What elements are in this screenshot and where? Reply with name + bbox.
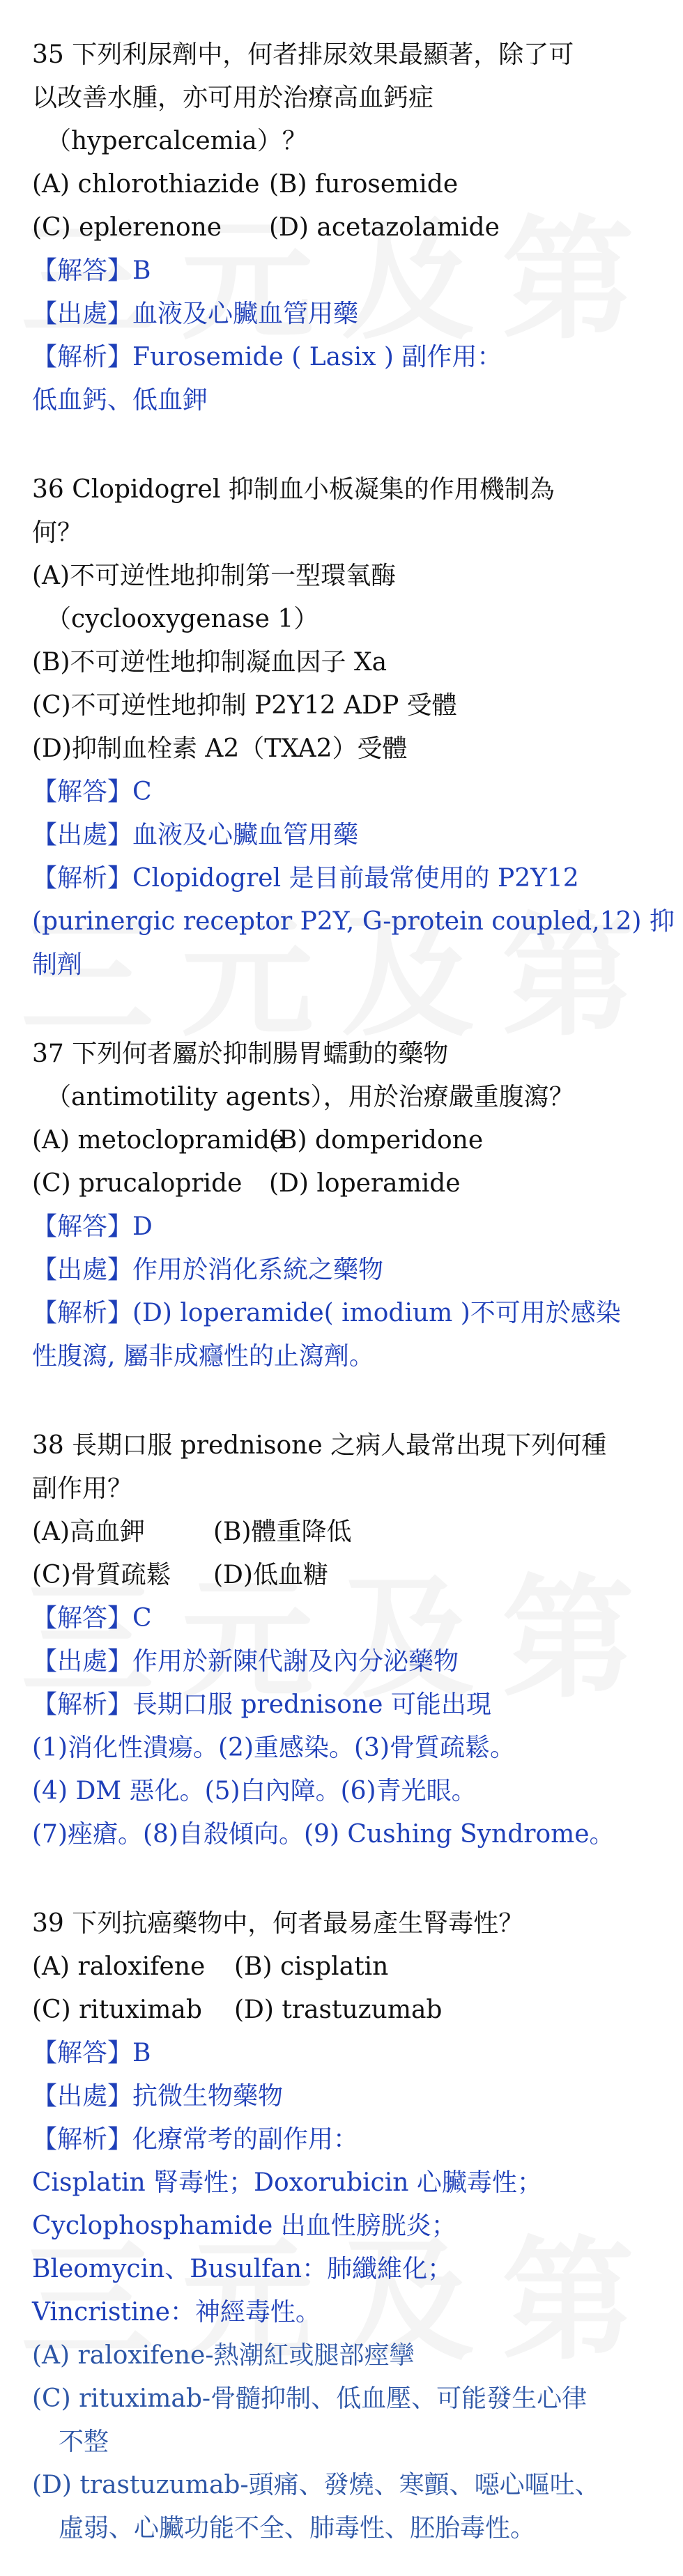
answer-tag: 【解答】	[32, 778, 133, 806]
source-tag: 【出處】	[32, 2082, 133, 2111]
analysis-text: 化療常考的副作用：	[132, 2125, 359, 2154]
answer-value: B	[132, 2039, 151, 2067]
question-stem: 36 Clopidogrel 抑制血小板凝集的作用機制為	[32, 475, 555, 504]
answer-tag: 【解答】	[32, 256, 133, 285]
source-value: 血液及心臟血管用藥	[132, 821, 359, 849]
question-39	[32, 1902, 655, 2550]
question-37	[32, 1033, 655, 1378]
analysis-line: Vincristine：神經毒性。	[32, 2298, 321, 2327]
answer-line	[32, 249, 655, 293]
source-line	[32, 2075, 655, 2118]
option-line: （cyclooxygenase 1）	[46, 605, 319, 633]
option-a: (A)高血鉀	[32, 1518, 146, 1546]
question-36	[32, 468, 675, 987]
question-stem: （hypercalcemia）？	[46, 127, 307, 155]
answer-value: C	[132, 778, 152, 806]
option-b: (B)體重降低	[213, 1518, 352, 1546]
question-stem: 以改善水腫，亦可用於治療高血鈣症	[32, 84, 434, 112]
note-line: 不整	[59, 2428, 109, 2456]
answer-line	[32, 2032, 655, 2075]
note-line: (A) raloxifene-熱潮紅或腿部痙攣	[32, 2341, 415, 2370]
source-value: 血液及心臟血管用藥	[132, 300, 359, 328]
source-line	[32, 1640, 655, 1683]
analysis-tag: 【解析】	[32, 1299, 133, 1327]
analysis-line	[32, 1683, 655, 1727]
note-line: (C) rituximab-骨髓抑制、低血壓、可能發生心律	[32, 2384, 588, 2413]
analysis-line: (1)消化性潰瘍。(2)重感染。(3)骨質疏鬆。	[32, 1734, 515, 1762]
answer-value: B	[132, 256, 151, 285]
answer-tag: 【解答】	[32, 1604, 133, 1633]
question-stem: （antimotility agents），用於治療嚴重腹瀉？	[46, 1083, 574, 1111]
question-38	[32, 1424, 655, 1856]
option-row	[32, 1945, 655, 1989]
option-b: (B) furosemide	[269, 170, 459, 199]
analysis-line: (4) DM 惡化。(5)白內障。(6)青光眼。	[32, 1777, 477, 1805]
option-line: (B)不可逆性地抑制凝血因子 Xa	[32, 648, 387, 677]
option-a: (A) raloxifene	[32, 1952, 206, 1981]
option-line: (D)抑制血栓素 A2（TXA2）受體	[32, 734, 408, 763]
option-c: (C) eplerenone	[32, 213, 222, 242]
analysis-text: (D) loperamide( imodium )不可用於感染	[132, 1299, 621, 1327]
question-stem: 38 長期口服 prednisone 之病人最常出現下列何種	[32, 1431, 607, 1460]
note-line: (D) trastuzumab-頭痛、發燒、寒顫、噁心嘔吐、	[32, 2471, 600, 2499]
answer-value: C	[132, 1604, 152, 1633]
analysis-tag: 【解析】	[32, 864, 133, 893]
analysis-tag: 【解析】	[32, 1690, 133, 1719]
question-stem: 副作用？	[32, 1474, 133, 1503]
analysis-line: 制劑	[32, 950, 83, 979]
option-row	[32, 1511, 655, 1554]
option-line: (A)不可逆性地抑制第一型環氧酶	[32, 562, 397, 590]
option-row	[32, 1119, 655, 1162]
analysis-text: Furosemide ( Lasix ) 副作用：	[132, 343, 502, 371]
analysis-line: Cyclophosphamide 出血性膀胱炎；	[32, 2212, 456, 2240]
question-stem: 39 下列抗癌藥物中，何者最易產生腎毒性？	[32, 1909, 524, 1938]
option-row	[32, 163, 655, 206]
source-value: 作用於新陳代謝及內分泌藥物	[132, 1647, 459, 1676]
option-d: (D) trastuzumab	[234, 1996, 443, 2024]
answer-tag: 【解答】	[32, 1212, 133, 1241]
analysis-line: Bleomycin、Busulfan：肺纖維化；	[32, 2255, 453, 2283]
analysis-line	[32, 1292, 655, 1335]
option-d: (D) loperamide	[269, 1169, 461, 1198]
option-row	[32, 1989, 655, 2032]
source-line	[32, 1249, 655, 1292]
analysis-line: Cisplatin 腎毒性；Doxorubicin 心臟毒性；	[32, 2168, 542, 2197]
option-c: (C) rituximab	[32, 1996, 202, 2024]
question-stem: 35 下列利尿劑中，何者排尿效果最顯著，除了可	[32, 40, 574, 69]
option-c: (C) prucalopride	[32, 1169, 243, 1198]
option-row	[32, 1554, 655, 1597]
analysis-line	[32, 2118, 655, 2161]
answer-value: D	[132, 1212, 153, 1241]
option-a: (A) chlorothiazide	[32, 170, 260, 199]
analysis-line	[32, 336, 655, 379]
source-line	[32, 293, 655, 336]
analysis-line	[32, 857, 655, 900]
analysis-line: (7)痤瘡。(8)自殺傾向。(9) Cushing Syndrome。	[32, 1820, 615, 1849]
source-value: 抗微生物藥物	[132, 2082, 284, 2111]
question-stem: 何？	[32, 518, 83, 547]
option-a: (A) metoclopramide	[32, 1126, 285, 1155]
analysis-line: 性腹瀉, 屬非成癮性的止瀉劑。	[32, 1342, 374, 1371]
option-d: (D) acetazolamide	[269, 213, 500, 242]
source-line	[32, 814, 655, 857]
source-tag: 【出處】	[32, 1256, 133, 1284]
answer-line	[32, 1597, 655, 1640]
question-35	[32, 33, 655, 422]
analysis-line: 低血鈣、低血鉀	[32, 386, 208, 415]
source-value: 作用於消化系統之藥物	[132, 1256, 384, 1284]
source-tag: 【出處】	[32, 300, 133, 328]
option-row	[32, 1162, 655, 1205]
option-b: (B) cisplatin	[234, 1952, 389, 1981]
question-stem: 37 下列何者屬於抑制腸胃蠕動的藥物	[32, 1040, 449, 1068]
answer-line	[32, 771, 655, 814]
analysis-tag: 【解析】	[32, 2125, 133, 2154]
answer-line	[32, 1205, 655, 1249]
analysis-text: 長期口服 prednisone 可能出現	[132, 1690, 491, 1719]
option-b: (B) domperidone	[269, 1126, 484, 1155]
analysis-tag: 【解析】	[32, 343, 133, 371]
note-line: 虛弱、心臟功能不全、肺毒性、胚胎毒性。	[59, 2514, 536, 2543]
source-tag: 【出處】	[32, 821, 133, 849]
option-row	[32, 206, 655, 249]
option-line: (C)不可逆性地抑制 P2Y12 ADP 受體	[32, 691, 457, 720]
analysis-text: Clopidogrel 是目前最常使用的 P2Y12	[132, 864, 579, 893]
analysis-line: (purinergic receptor P2Y, G-protein coupled,12) 抑	[32, 907, 675, 936]
answer-tag: 【解答】	[32, 2039, 133, 2067]
option-d: (D)低血糖	[213, 1561, 328, 1589]
source-tag: 【出處】	[32, 1647, 133, 1676]
option-c: (C)骨質疏鬆	[32, 1561, 171, 1589]
